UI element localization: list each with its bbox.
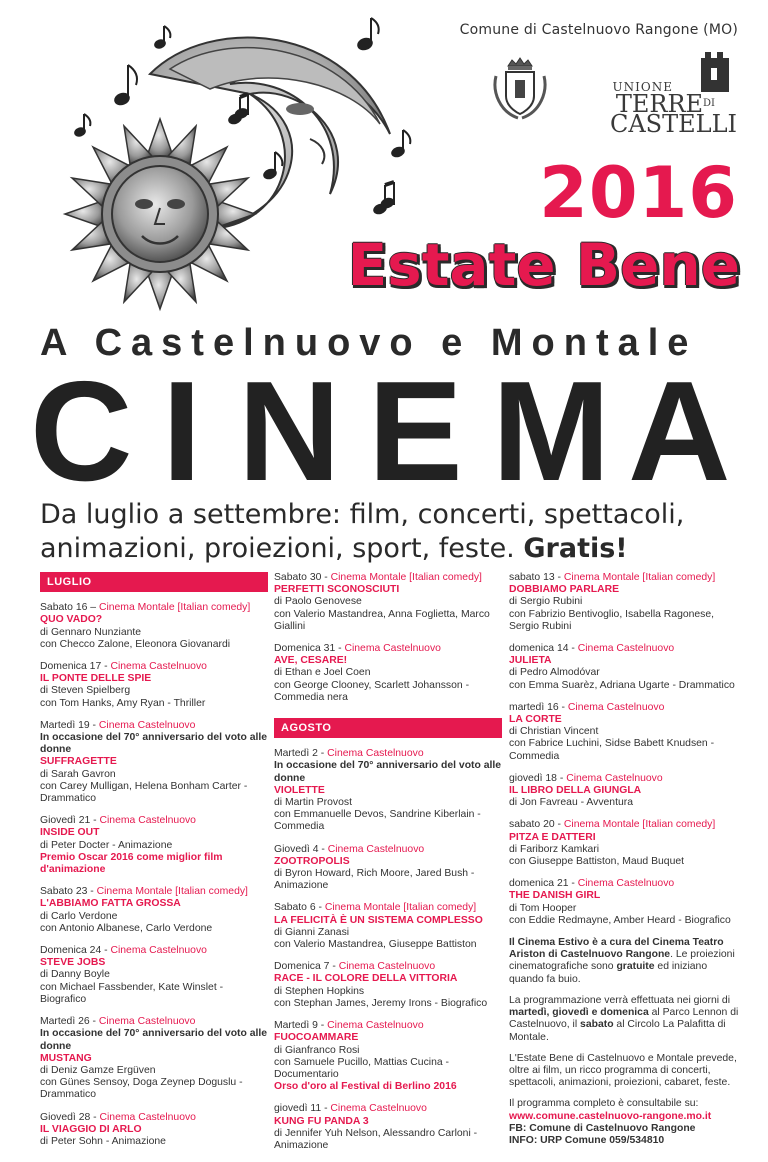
cinema-letter: A (628, 352, 731, 511)
event-venue: Cinema Castelnuovo (98, 1016, 196, 1028)
event-credits: con Stephan James, Jeremy Irons - Biografico (274, 997, 488, 1009)
event-entry (274, 1020, 502, 1093)
event-credits: di Steven Spielberg (40, 685, 131, 697)
event-note: In occasione del 70° anniversario del voto alle donne (40, 732, 268, 756)
event-date: sabato 20 - Cinema Montale [Italian comedy] (509, 819, 716, 831)
event-title: SUFFRAGETTE (40, 756, 117, 768)
event-date: domenica 14 - Cinema Castelnuovo (509, 643, 675, 655)
event-venue: Cinema Castelnuovo (577, 643, 675, 655)
event-credits: di Carlo Verdone (40, 910, 118, 922)
event-credits: con Eddie Redmayne, Amber Heard - Biografico (509, 914, 731, 926)
event-title: VIOLETTE (274, 784, 325, 796)
info-contacts (509, 1098, 739, 1147)
event-venue: Cinema Castelnuovo (110, 661, 207, 673)
cinema-letter: N (238, 352, 341, 511)
event-venue: Cinema Castelnuovo (99, 1111, 196, 1123)
event-award: Orso d'oro al Festival di Berlino 2016 (274, 1081, 457, 1093)
event-title: THE DANISH GIRL (509, 890, 601, 902)
event-credits: con Tom Hanks, Amy Ryan - Thriller (40, 697, 206, 709)
event-date: Giovedì 28 - Cinema Castelnuovo (40, 1111, 196, 1123)
event-title: QUO VADO? (40, 614, 103, 626)
info-block (509, 937, 739, 1147)
event-entry (274, 1103, 502, 1152)
event-title: STEVE JOBS (40, 957, 106, 969)
event-entry (40, 720, 268, 805)
website-link[interactable]: www.comune.castelnuovo-rangone.mo.it (509, 1110, 712, 1122)
event-entry (509, 773, 739, 810)
sun-icon (65, 119, 255, 309)
event-title: IL PONTE DELLE SPIE (40, 673, 152, 685)
event-title: PERFETTI SCONOSCIUTI (274, 584, 400, 596)
info-organizer: Il Cinema Estivo è a cura del Cinema Teatro Ariston di Castelnuovo Rangone. Le proiezioni cinematografiche sono gratuite ed iniziano quando fa buio. (509, 937, 735, 985)
event-entry (509, 878, 739, 927)
event-entry (509, 819, 739, 868)
schedule-column-3 (509, 572, 739, 1156)
month-header-august: AGOSTO (274, 718, 502, 738)
event-date: Domenica 7 - Cinema Castelnuovo (274, 961, 436, 973)
event-venue: Cinema Castelnuovo (330, 1103, 427, 1115)
event-date: Sabato 6 - Cinema Montale [Italian comedy] (274, 902, 477, 914)
event-credits: di Byron Howard, Rich Moore, Jared Bush - Animazione (274, 868, 475, 892)
cinema-letter: M (492, 352, 611, 511)
cinema-letter: I (162, 352, 202, 511)
event-date: Martedì 26 - Cinema Castelnuovo (40, 1016, 196, 1028)
event-venue: Cinema Montale [Italian comedy] (330, 572, 482, 583)
event-entry (274, 643, 502, 704)
info-program-link-label: Il programma completo è consultabile su: (509, 1098, 699, 1110)
event-entry (40, 1016, 268, 1101)
event-venue: Cinema Castelnuovo (327, 748, 424, 760)
event-title: RACE - IL COLORE DELLA VITTORIA (274, 973, 458, 985)
event-venue: Cinema Montale [Italian comedy] (96, 886, 248, 898)
event-date: Domenica 17 - Cinema Castelnuovo (40, 661, 207, 673)
subtitle: A Castelnuovo e Montale (40, 322, 698, 364)
logo-line-castelli: CASTELLI (609, 110, 737, 138)
event-credits: di Danny Boyle (40, 969, 110, 981)
event-award: Premio Oscar 2016 come miglior film d'animazione (40, 851, 223, 876)
cinema-headline (30, 352, 742, 511)
event-credits: di Martin Provost (274, 797, 352, 809)
event-title: FUOCOAMMARE (274, 1032, 359, 1044)
event-title: INSIDE OUT (40, 827, 100, 839)
event-venue: Cinema Castelnuovo (577, 878, 675, 890)
event-entry (40, 1112, 268, 1149)
event-credits: di Fariborz Kamkari (509, 843, 600, 855)
event-credits: di Jennifer Yuh Nelson, Alessandro Carloni - Animazione (274, 1127, 478, 1151)
event-title: L'ABBIAMO FATTA GROSSA (40, 898, 181, 910)
cinema-letter: C (30, 352, 133, 511)
info-phone: INFO: URP Comune 059/534810 (509, 1134, 665, 1146)
event-title: DOBBIAMO PARLARE (509, 584, 620, 596)
event-title: AVE, CESARE! (274, 655, 348, 667)
event-venue: Cinema Castelnuovo (98, 719, 196, 731)
event-credits: di Tom Hooper (509, 902, 577, 914)
event-date: domenica 21 - Cinema Castelnuovo (509, 878, 675, 890)
event-credits: con Valerio Mastandrea, Giuseppe Battiston (274, 939, 477, 951)
event-entry (274, 748, 502, 833)
event-date: Sabato 23 - Cinema Montale [Italian comedy] (40, 886, 248, 898)
tower-icon (693, 52, 737, 92)
event-date: Domenica 31 - Cinema Castelnuovo (274, 643, 441, 655)
event-date: Giovedì 21 - Cinema Castelnuovo (40, 815, 196, 827)
event-credits: di Gennaro Nunziante (40, 626, 142, 638)
event-venue: Cinema Castelnuovo (327, 1020, 424, 1032)
event-title: IL LIBRO DELLA GIUNGLA (509, 785, 642, 797)
event-entry (274, 902, 502, 951)
logo-line-unione: UNIONE (612, 80, 673, 94)
event-entry (40, 602, 268, 651)
event-date: Martedì 19 - Cinema Castelnuovo (40, 719, 196, 731)
tagline-gratis: Gratis! (523, 533, 628, 564)
event-date: Sabato 30 - Cinema Montale [Italian comedy] (274, 572, 482, 583)
event-title: JULIETA (509, 655, 552, 667)
event-entry (40, 815, 268, 876)
event-credits: di Stephen Hopkins (274, 985, 365, 997)
event-credits: di Christian Vincent (509, 726, 599, 738)
event-date: Sabato 16 – Cinema Montale [Italian comedy] (40, 602, 251, 614)
event-date: giovedì 11 - Cinema Castelnuovo (274, 1103, 427, 1115)
event-title: Estate Bene (347, 231, 740, 299)
unione-terre-di-castelli-logo (602, 52, 737, 138)
event-venue: Cinema Montale [Italian comedy] (563, 819, 716, 831)
event-date: martedì 16 - Cinema Castelnuovo (509, 701, 665, 713)
event-credits: con Antonio Albanese, Carlo Verdone (40, 922, 213, 934)
coat-of-arms-icon (490, 56, 550, 124)
event-title: ZOOTROPOLIS (274, 855, 350, 867)
event-venue: Cinema Castelnuovo (99, 815, 196, 827)
event-credits: di Sergio Rubini (509, 596, 583, 608)
event-date: giovedì 18 - Cinema Castelnuovo (509, 772, 663, 784)
event-entry (509, 702, 739, 763)
event-title: KUNG FU PANDA 3 (274, 1115, 369, 1127)
event-credits: di Gianni Zanasi (274, 926, 350, 938)
event-venue: Cinema Castelnuovo (327, 843, 425, 855)
event-venue: Cinema Castelnuovo (567, 701, 665, 713)
event-credits: con George Clooney, Scarlett Johansson - Commedia nera (274, 679, 470, 703)
logo-line-terre: $TERRE^{DI}$ (615, 90, 715, 118)
logo-di: DI (703, 98, 715, 109)
event-credits: con Fabrice Luchini, Sidse Babett Knudsen - Commedia (509, 738, 715, 762)
event-title: PITZA E DATTERI (509, 831, 596, 843)
event-venue: Cinema Castelnuovo (344, 643, 441, 655)
event-date: Domenica 24 - Cinema Castelnuovo (40, 945, 207, 957)
event-note: In occasione del 70° anniversario del voto alle donne (40, 1028, 268, 1052)
event-credits: di Deniz Gamze Ergüven (40, 1064, 156, 1076)
event-credits: con Carey Mulligan, Helena Bonham Carter - Drammatico (40, 780, 248, 805)
event-credits: di Gianfranco Rosi (274, 1044, 360, 1056)
month-header-july: LUGLIO (40, 572, 268, 592)
event-entry (40, 661, 268, 710)
event-entry (40, 886, 268, 935)
info-program: L'Estate Bene di Castelnuovo e Montale prevede, oltre ai film, un ricco programma di concerti, spettacoli, animazioni, proiezioni, cabaret, feste. (509, 1052, 737, 1089)
event-credits: con Michael Fassbender, Kate Winslet - Biografico (40, 981, 224, 1005)
year-title: 2016 (539, 152, 738, 234)
event-credits: di Ethan e Joel Coen (274, 667, 371, 679)
event-credits: di Paolo Genovese (274, 596, 362, 608)
event-credits: con Günes Sensoy, Doga Zeynep Doguslu - Drammatico (40, 1077, 243, 1101)
event-title: MUSTANG (40, 1052, 92, 1064)
event-date: Martedì 2 - Cinema Castelnuovo (274, 748, 424, 760)
event-credits: con Checco Zalone, Eleonora Giovanardi (40, 638, 231, 650)
event-venue: Cinema Castelnuovo (566, 772, 663, 784)
event-credits: di Peter Sohn - Animazione (40, 1135, 166, 1147)
cinema-letter: E (368, 352, 463, 511)
tagline (40, 498, 684, 566)
event-entry (509, 572, 739, 633)
event-credits: di Jon Favreau - Avventura (509, 797, 633, 809)
event-note: In occasione del 70° anniversario del voto alle donne (274, 760, 502, 784)
event-credits: di Sarah Gavron (40, 768, 116, 780)
event-title: LA FELICITÀ È UN SISTEMA COMPLESSO (274, 914, 483, 926)
event-credits: con Emma Suarèz, Adriana Ugarte - Drammatico (509, 679, 735, 691)
event-credits: di Peter Docter - Animazione (40, 839, 173, 851)
event-entry (509, 643, 739, 692)
event-entry (274, 961, 502, 1010)
tagline-line-2: animazioni, proiezioni, sport, feste. Gratis! (40, 533, 628, 564)
event-venue: Cinema Montale [Italian comedy] (563, 572, 716, 583)
event-entry (274, 572, 502, 633)
event-credits: con Valerio Mastandrea, Anna Foglietta, Marco Giallini (274, 608, 490, 632)
municipality-name: Comune di Castelnuovo Rangone (MO) (459, 22, 738, 38)
info-schedule: La programmazione verrà effettuata nei giorni di martedì, giovedì e domenica al Parco Lennon di Castelnuovo, il sabato al Circolo La Palafitta di Montale. (509, 994, 739, 1043)
event-title: LA CORTE (509, 714, 562, 726)
event-credits: con Giuseppe Battiston, Maud Buquet (509, 856, 685, 868)
schedule-column-1 (40, 572, 268, 1158)
tagline-line-1: Da luglio a settembre: film, concerti, spettacoli, (40, 499, 685, 530)
event-entry (40, 945, 268, 1006)
event-venue: Cinema Castelnuovo (338, 961, 436, 973)
event-venue: Cinema Montale [Italian comedy] (324, 902, 477, 914)
event-entry (274, 844, 502, 893)
event-title: IL VIAGGIO DI ARLO (40, 1123, 142, 1135)
event-venue: Cinema Montale [Italian comedy] (98, 602, 251, 614)
schedule-column-2 (274, 572, 502, 1162)
event-credits: con Emmanuelle Devos, Sandrine Kiberlain - Commedia (274, 809, 481, 833)
event-credits: di Pedro Almodóvar (509, 667, 600, 679)
facebook-link[interactable]: FB: Comune di Castelnuovo Rangone (509, 1122, 696, 1134)
event-date: Martedì 9 - Cinema Castelnuovo (274, 1020, 424, 1032)
event-credits: con Fabrizio Bentivoglio, Isabella Ragonese, Sergio Rubini (509, 608, 715, 632)
event-date: sabato 13 - Cinema Montale [Italian comedy] (509, 572, 716, 583)
event-credits: con Samuele Pucillo, Mattias Cucina - Documentario (274, 1056, 449, 1080)
event-venue: Cinema Castelnuovo (110, 945, 207, 957)
event-date: Giovedì 4 - Cinema Castelnuovo (274, 843, 425, 855)
